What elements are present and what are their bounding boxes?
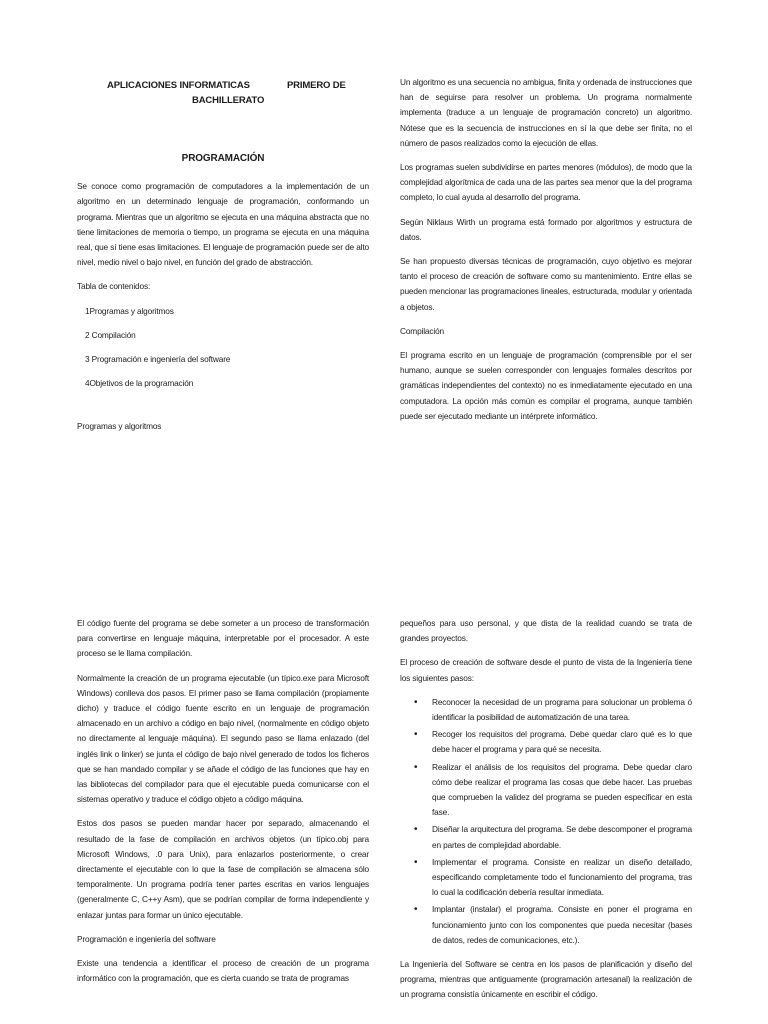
source-code-paragraph: El código fuente del programa se debe someter a un proceso de transformación para convertirse en lenguaje máquina, interpretable por el procesador. A este proceso se le llama compilación. bbox=[77, 618, 369, 659]
list-item bbox=[400, 695, 692, 725]
toc-item-3: 3 Programación e ingeniería del software bbox=[85, 354, 231, 365]
toc-item-4: 4Objetivos de la programación bbox=[85, 378, 194, 389]
ingenieria-paragraph: Existe una tendencia a identificar el proceso de creación de un programa informático con la programación, que es cierta cuando se trata de programas bbox=[77, 958, 369, 984]
section-heading-compilacion: Compilación bbox=[400, 325, 445, 336]
page2-left-column bbox=[77, 616, 369, 995]
bullet-icon: • bbox=[414, 696, 418, 708]
document-page-2 bbox=[0, 600, 768, 1024]
wirth-paragraph: Según Niklaus Wirth un programa está formado por algoritmos y estructura de datos. bbox=[400, 216, 692, 242]
list-item-text: Reconocer la necesidad de un programa para solucionar un problema ó identificar la posibilidad de automatización de una tarea. bbox=[432, 696, 692, 723]
page1-right-column bbox=[400, 75, 692, 433]
list-item-text: Implantar (instalar) el programa. Consiste en poner el programa en funcionamiento junto con los componentes que pueda necesitar (bases de datos, redes de comunicaciones, etc.). bbox=[432, 904, 692, 945]
modules-paragraph: Los programas suelen subdividirse en partes menores (módulos), de modo que la complejidad algorítmica de cada una de las partes sea menor que la del programa completo, lo cual ayuda al desarrollo del programa. bbox=[400, 162, 692, 203]
bullet-icon: • bbox=[414, 904, 418, 916]
compilacion-paragraph: El programa escrito en un lenguaje de programación (comprensible por el ser humano, aunque se suelen corresponder con lenguajes formales descritos por gramáticas independientes del contexto) no es inmediatamente ejecutado en una computadora. La opción más común es compilar el programa, aunque también puede ser ejecutado mediante un intérprete informático. bbox=[400, 350, 692, 421]
header-subject: APLICACIONES INFORMATICAS bbox=[107, 80, 250, 91]
list-item-text: Recoger los requisitos del programa. Debe quedar claro qué es lo que debe hacer el programa y para qué se necesita. bbox=[432, 729, 692, 755]
list-item-text: Implementar el programa. Consiste en realizar un diseño detallado, especificando completamente todo el funcionamiento del programa, tras lo cual la codificación debería resultar inmediata. bbox=[432, 856, 692, 898]
page2-right-column bbox=[400, 616, 692, 1012]
bullet-icon: • bbox=[414, 761, 418, 773]
bullet-icon: • bbox=[414, 856, 418, 868]
list-item-text: Realizar el análisis de los requisitos del programa. Debe quedar claro cómo debe realizar el programa las cosas que debe hacer. Las pruebas que comprueben la validez del programa se pueden especificar en esta fase. bbox=[432, 761, 692, 818]
continuation-paragraph: pequeños para uso personal, y que dista de la realidad cuando se trata de grandes proyectos. bbox=[400, 618, 692, 644]
bullet-icon: • bbox=[414, 729, 418, 741]
section-heading-ingenieria: Programación e ingeniería del software bbox=[77, 933, 216, 944]
list-item bbox=[400, 760, 692, 821]
closing-paragraph: La Ingeniería del Software se centra en los pasos de planificación y diseño del programa, mientras que antiguamente (programación artesanal) la realización de un programa consistía únicamente en escribir el código. bbox=[400, 959, 692, 1000]
executable-steps-paragraph: Normalmente la creación de un programa ejecutable (un típico.exe para Microsoft Windows) conlleva dos pasos. El primer paso se llama compilación (propiamente dicho) y traduce el código fuente escrito en un lenguaje de programación almacenado en un archivo a código en bajo nivel, (normalmente en código objeto no directamente al lenguaje máquina). El segundo paso se llama enlazado (del inglés link o linker) se junta el código de bajo nivel generado de todos los ficheros que se han mandado compilar y se añade el código de las funciones que hay en las bibliotecas del compilador para que el ejecutable pueda comunicarse con el sistemas operativo y traduce el código objeto a código máquina. bbox=[77, 672, 369, 805]
document-header bbox=[77, 78, 369, 114]
techniques-paragraph: Se han propuesto diversas técnicas de programación, cuyo objetivo es mejorar tanto el proceso de creación de software como su mantenimiento. Entre ellas se pueden mencionar las programaciones lineales, estructurada, modular y orientada a objetos. bbox=[400, 256, 692, 312]
steps-list bbox=[400, 695, 692, 948]
toc-label: Tabla de contenidos: bbox=[77, 281, 151, 292]
list-item bbox=[400, 902, 692, 948]
toc-item-1: 1Programas y algoritmos bbox=[85, 305, 174, 316]
page1-left-column bbox=[77, 75, 369, 444]
separate-steps-paragraph: Estos dos pasos se pueden mandar hacer por separado, almacenando el resultado de la fase de compilación en archivos objetos (un típico.obj para Microsoft Windows, .0 para Unix), para enlazarlos posteriormente, o crear directamente el ejecutable con lo que la fase de compilación se almacena sólo temporalmente. Un programa podría tener partes escritas en varios lenguajes (generalmente C, C++y Asm), que se podrían compilar de forma independiente y enlazar juntas para formar un único ejecutable. bbox=[77, 818, 369, 920]
list-item bbox=[400, 855, 692, 901]
bullet-icon: • bbox=[414, 824, 418, 836]
header-grade-line1: PRIMERO DE bbox=[287, 80, 346, 91]
steps-intro-paragraph: El proceso de creación de software desde el punto de vista de la Ingeniería tiene los siguientes pasos: bbox=[400, 657, 692, 683]
list-item-text: Diseñar la arquitectura del programa. Se debe descomponer el programa en partes de complejidad abordable. bbox=[432, 824, 692, 850]
intro-paragraph: Se conoce como programación de computadores a la implementación de un algoritmo en un determinado lenguaje de programación, conformando un programa. Mientras que un algoritmo se ejecuta en una máquina abstracta que no tiene limitaciones de memoria o tiempo, un programa se ejecuta en una máquina real, que sí tiene esas limitaciones. El lenguaje de programación puede ser de alto nivel, medio nivel o bajo nivel, en función del grado de abstracción. bbox=[77, 181, 369, 268]
algorithm-paragraph: Un algoritmo es una secuencia no ambigua, finita y ordenada de instrucciones que han de seguirse para resolver un problema. Un programa normalmente implementa (traduce a un lenguaje de programación concreto) un algoritmo. Nótese que es la secuencia de instrucciones en sí la que debe ser finita, no el número de pasos realizados como la ejecución de ellas. bbox=[400, 77, 692, 148]
header-grade-line2: BACHILLERATO bbox=[192, 95, 265, 106]
list-item bbox=[400, 727, 692, 757]
section-heading-programas: Programas y algoritmos bbox=[77, 421, 162, 432]
list-item bbox=[400, 822, 692, 852]
toc-item-2: 2 Compilación bbox=[85, 329, 136, 340]
document-title: PROGRAMACIÓN bbox=[181, 153, 265, 164]
